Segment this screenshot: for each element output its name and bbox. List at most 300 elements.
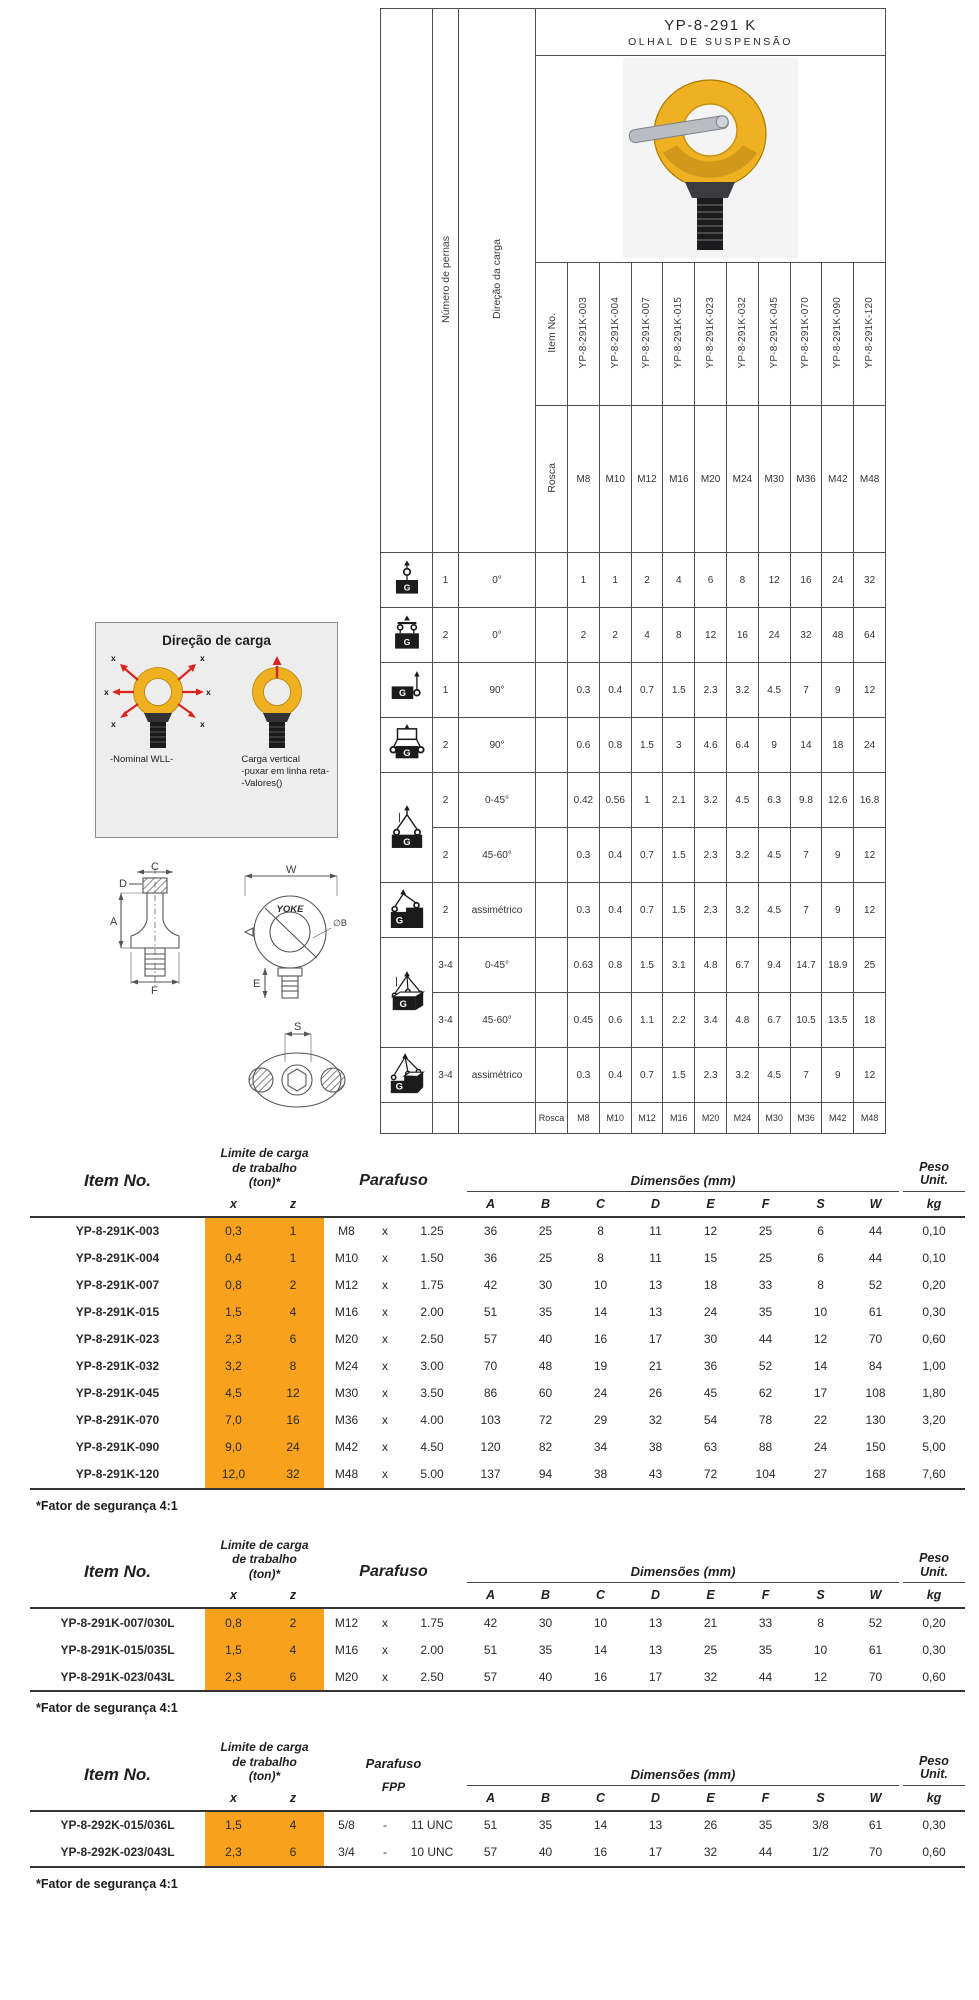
dim-a: 86	[483, 1386, 498, 1400]
dim-f: 78	[758, 1413, 773, 1427]
dim-c: 10	[593, 1615, 608, 1630]
wll-z: 4	[262, 1299, 324, 1326]
wll-value: 18.9	[822, 938, 854, 993]
col-header-x: x	[205, 1192, 262, 1217]
item-number-cell	[758, 263, 790, 406]
sling-icon-3-4-leg-angle	[381, 938, 433, 1048]
wll-value: 7	[790, 663, 822, 718]
legs-count: 3-4	[433, 1048, 459, 1103]
item-number-cell	[568, 263, 600, 406]
wll-x: 2,3	[205, 1663, 262, 1691]
load-row-1-leg-90deg	[381, 663, 886, 718]
wll-value: 1.5	[631, 938, 663, 993]
unit-weight: 0,30	[922, 1305, 946, 1319]
wll-value: 12	[854, 663, 886, 718]
dim-s: 10	[813, 1305, 828, 1319]
wll-value: 13.5	[822, 993, 854, 1048]
bolt-pitch: 2.00	[420, 1642, 444, 1657]
sling-icon-2-leg-vertical	[381, 608, 433, 663]
dim-a: 51	[483, 1642, 498, 1657]
dim-e: 18	[703, 1278, 718, 1292]
dim-c: 16	[593, 1332, 608, 1346]
dim-c: 14	[593, 1818, 608, 1832]
bolt-separator: x	[369, 1461, 401, 1489]
col-header-kg: kg	[903, 1786, 965, 1811]
col-header-bolt: Parafuso	[324, 1146, 463, 1217]
bolt-separator: x	[382, 1386, 388, 1400]
legs-count: 1	[433, 663, 459, 718]
sling-3-4-leg-angle-icon	[387, 970, 427, 1016]
bolt-pitch: 11 UNC	[411, 1818, 453, 1832]
item-number-cell	[790, 263, 822, 406]
wll-value: 0.7	[631, 1048, 663, 1103]
bolt-pitch: 2.50	[420, 1332, 444, 1346]
wll-value: 2.3	[695, 828, 727, 883]
legend-title: Direção de carga	[162, 633, 271, 648]
wll-z: 6	[262, 1663, 324, 1691]
legs-count: 2	[433, 608, 459, 663]
dim-f: 35	[758, 1642, 773, 1657]
wll-value: 2.3	[695, 1048, 727, 1103]
load-direction: 90°	[459, 718, 536, 773]
vertical-load-caption: Carga vertical -puxar em linha reta- -Valores()	[241, 754, 329, 789]
dim-b: 30	[538, 1278, 553, 1292]
wll-value: 18	[822, 718, 854, 773]
icon-column-header	[381, 9, 433, 553]
dim-b: 30	[538, 1615, 553, 1630]
dim-e: 45	[703, 1386, 718, 1400]
dim-a: 137	[463, 1461, 518, 1489]
dim-b: 40	[538, 1332, 553, 1346]
dim-w: 108	[865, 1386, 886, 1400]
wll-value: 9	[822, 883, 854, 938]
dim-f-label: F	[151, 985, 158, 997]
wll-value: 3.2	[726, 663, 758, 718]
item-number-cell	[695, 263, 727, 406]
wll-value: 64	[854, 608, 886, 663]
dim-d: 17	[648, 1332, 663, 1346]
load-row-3-4-leg-0-45deg	[381, 938, 886, 993]
sling-1-leg-side-icon	[389, 670, 425, 710]
bolt-separator: x	[382, 1224, 388, 1238]
dim-f: 25	[758, 1224, 773, 1238]
col-header-bolt: Parafuso	[324, 1538, 463, 1609]
wll-value: 7	[790, 883, 822, 938]
dim-d: 11	[649, 1251, 662, 1265]
dim-c: 14	[593, 1642, 608, 1657]
wll-value: 7	[790, 828, 822, 883]
spec-row	[30, 1245, 965, 1272]
dim-w: 70	[848, 1663, 903, 1691]
dim-d: 13	[648, 1305, 663, 1319]
col-header-dim-e: E	[683, 1192, 738, 1217]
bolt-separator: x	[382, 1359, 388, 1373]
wll-z: 24	[262, 1434, 324, 1461]
wll-value: 9.4	[758, 938, 790, 993]
item-number-cell	[663, 263, 695, 406]
col-header-item-no: Item No.	[30, 1538, 205, 1609]
thread-size-cell: M10	[599, 1103, 631, 1134]
svg-text:x: x	[104, 687, 109, 697]
item-no-label: Item No.	[545, 312, 558, 353]
wll-value: 8	[726, 553, 758, 608]
bolt-thread: 3/4	[324, 1839, 369, 1867]
empty-cell	[459, 1103, 536, 1134]
eyebolt-product-photo	[623, 58, 798, 258]
dim-s: 22	[813, 1413, 828, 1427]
col-header-dim-d: D	[628, 1583, 683, 1608]
wll-value: 1	[568, 553, 600, 608]
dim-f: 35	[758, 1818, 773, 1832]
unit-weight: 0,60	[903, 1839, 965, 1867]
col-header-item-no: Item No.	[30, 1740, 205, 1811]
dim-f: 44	[738, 1663, 793, 1691]
dim-e: 54	[703, 1413, 718, 1427]
item-number: YP-8-291K-023	[705, 296, 717, 369]
svg-text:G: G	[402, 836, 411, 848]
wll-z: 4	[262, 1636, 324, 1663]
dim-s: 10	[813, 1642, 828, 1657]
wll-value: 48	[822, 608, 854, 663]
spacer-cell	[536, 553, 568, 608]
col-header-kg: kg	[903, 1583, 965, 1608]
spec-row	[30, 1407, 965, 1434]
dim-s: 6	[817, 1251, 824, 1265]
spacer-cell	[536, 938, 568, 993]
dim-a: 120	[480, 1440, 501, 1454]
bolt-pitch: 2.00	[420, 1305, 444, 1319]
col-header-dim-d: D	[628, 1192, 683, 1217]
wll-x: 1,5	[205, 1811, 262, 1839]
spec-row	[30, 1434, 965, 1461]
col-header-dim-w: W	[848, 1583, 903, 1608]
dim-c: 8	[597, 1224, 604, 1238]
unit-weight: 3,20	[922, 1413, 946, 1427]
item-number: YP-8-291K-003	[75, 1224, 160, 1238]
legs-count: 2	[433, 773, 459, 828]
bolt-pitch: 1.75	[420, 1615, 444, 1630]
dim-b: 25	[538, 1224, 553, 1238]
item-number: YP-8-291K-023	[75, 1332, 160, 1346]
wll-x: 0,3	[205, 1217, 262, 1245]
sling-2-leg-angle-icon	[388, 804, 426, 852]
item-number: YP-8-291K-015/035L	[60, 1642, 175, 1657]
wll-x: 0,4	[205, 1245, 262, 1272]
wll-value: 1.5	[663, 828, 695, 883]
dim-w: 52	[868, 1615, 883, 1630]
dim-b: 40	[518, 1839, 573, 1867]
wll-value: 9	[758, 718, 790, 773]
dim-e: 25	[703, 1642, 718, 1657]
dim-w: 150	[865, 1440, 886, 1454]
col-header-bolt: Parafuso FPP	[324, 1740, 463, 1811]
dimension-drawing	[85, 862, 367, 1134]
dim-e-label: E	[253, 978, 261, 990]
wll-value: 32	[854, 553, 886, 608]
wll-value: 0.3	[568, 663, 600, 718]
item-number: YP-8-291K-032	[75, 1359, 160, 1373]
spacer-cell	[536, 1048, 568, 1103]
dim-c: 34	[593, 1440, 608, 1454]
sling-icon-2-leg-side	[381, 718, 433, 773]
wll-value: 0.3	[568, 828, 600, 883]
dim-s: 17	[813, 1386, 828, 1400]
wll-value: 24	[758, 608, 790, 663]
wll-value: 4.8	[726, 993, 758, 1048]
load-row-3-4-leg-asym	[381, 1048, 886, 1103]
bolt-thread: M30	[334, 1386, 359, 1400]
dim-s: 27	[793, 1461, 848, 1489]
spec-tables-section	[30, 1146, 965, 1916]
dim-d: 13	[648, 1642, 663, 1657]
dim-f: 44	[758, 1332, 773, 1346]
legs-count: 1	[433, 553, 459, 608]
load-row-1-leg-0deg	[381, 553, 886, 608]
wll-z: 32	[262, 1461, 324, 1489]
item-number: YP-8-291K-070	[75, 1413, 160, 1427]
thread-size-cell: M48	[854, 1103, 886, 1134]
wll-value: 6.4	[726, 718, 758, 773]
col-header-dim-b: B	[518, 1786, 573, 1811]
sling-icon-1-leg-side	[381, 663, 433, 718]
product-code: YP-8-291 K	[664, 16, 757, 34]
dim-b: 35	[538, 1818, 553, 1832]
wll-x: 2,3	[205, 1326, 262, 1353]
wll-x: 4,5	[205, 1380, 262, 1407]
dim-a: 103	[480, 1413, 501, 1427]
item-number: YP-8-292K-015/036L	[60, 1818, 175, 1832]
wll-value: 16	[726, 608, 758, 663]
dim-b: 82	[538, 1440, 553, 1454]
wll-value: 3.2	[695, 773, 727, 828]
dim-c: 8	[597, 1251, 604, 1265]
wll-value: 4.5	[758, 1048, 790, 1103]
svg-text:G: G	[398, 687, 406, 698]
dim-f: 33	[758, 1615, 773, 1630]
wll-z: 2	[262, 1272, 324, 1299]
spec-row	[30, 1839, 965, 1867]
dim-a: 57	[463, 1839, 518, 1867]
col-header-dim-s: S	[793, 1192, 848, 1217]
dim-a: 36	[483, 1251, 498, 1265]
wll-value: 0.4	[599, 663, 631, 718]
item-number: YP-8-291K-120	[864, 296, 876, 369]
dim-e: 63	[703, 1440, 718, 1454]
dim-f: 33	[758, 1278, 773, 1292]
dim-e: 32	[683, 1663, 738, 1691]
dim-d: 13	[648, 1818, 663, 1832]
dim-w: 61	[868, 1305, 883, 1319]
thread-size-cell: M48	[854, 406, 886, 553]
wll-value: 2	[631, 553, 663, 608]
bolt-separator: x	[382, 1305, 388, 1319]
top-table-title-row	[381, 9, 886, 56]
dim-b: 40	[518, 1663, 573, 1691]
wll-value: 14.7	[790, 938, 822, 993]
dim-a: 57	[483, 1332, 498, 1346]
wll-z: 1	[262, 1245, 324, 1272]
bolt-thread: M10	[334, 1251, 359, 1265]
col-header-dim-c: C	[573, 1786, 628, 1811]
thread-size-cell: M10	[599, 406, 631, 553]
wll-value: 1.5	[631, 718, 663, 773]
item-number: YP-8-291K-045	[768, 296, 780, 369]
dim-f: 52	[758, 1359, 773, 1373]
dim-b: 60	[538, 1386, 553, 1400]
dim-d: 38	[648, 1440, 663, 1454]
col-header-unit-weight: Peso Unit.	[903, 1146, 965, 1192]
wll-value: 6.7	[726, 938, 758, 993]
bolt-thread: M48	[324, 1461, 369, 1489]
dim-w-label: W	[286, 864, 297, 876]
thread-label: Rosca	[545, 462, 558, 493]
thread-size-cell: M16	[663, 1103, 695, 1134]
bolt-separator: x	[382, 1251, 388, 1265]
item-number: YP-8-291K-015	[75, 1305, 160, 1319]
wll-value: 12	[854, 1048, 886, 1103]
col-header-dimensions: Dimensões (mm)	[463, 1740, 903, 1786]
empty-cell	[433, 1103, 459, 1134]
wll-value: 0.3	[568, 883, 600, 938]
load-row-2-leg-90deg	[381, 718, 886, 773]
dim-c: 14	[593, 1305, 608, 1319]
wll-value: 0.56	[599, 773, 631, 828]
spec-row	[30, 1811, 965, 1839]
dim-f: 25	[758, 1251, 773, 1265]
thread-size-cell: M20	[695, 406, 727, 553]
unit-weight: 1,00	[922, 1359, 946, 1373]
technical-drawings	[85, 862, 367, 1139]
dim-d: 17	[628, 1839, 683, 1867]
wll-value: 6	[695, 553, 727, 608]
item-number: YP-8-291K-004	[75, 1251, 160, 1265]
wll-value: 32	[790, 608, 822, 663]
col-header-item-no: Item No.	[30, 1146, 205, 1217]
sling-icon-1-leg-vertical	[381, 553, 433, 608]
load-row-3-4-leg-45-60deg	[381, 993, 886, 1048]
spec-row	[30, 1326, 965, 1353]
wll-x: 2,3	[205, 1839, 262, 1867]
dim-s: 12	[793, 1663, 848, 1691]
wll-z: 1	[262, 1217, 324, 1245]
dim-s: 24	[813, 1440, 828, 1454]
dim-c: 10	[593, 1278, 608, 1292]
unit-weight: 0,60	[922, 1332, 946, 1346]
dim-d: 13	[648, 1615, 663, 1630]
col-header-dim-s: S	[793, 1786, 848, 1811]
dim-c-label: C	[151, 862, 159, 873]
dim-s: 3/8	[812, 1818, 829, 1832]
load-row-2-leg-0deg	[381, 608, 886, 663]
wll-value: 0.4	[599, 883, 631, 938]
col-header-dim-e: E	[683, 1786, 738, 1811]
wll-x: 7,0	[205, 1407, 262, 1434]
spacer-cell	[536, 608, 568, 663]
item-number: YP-8-291K-120	[30, 1461, 205, 1489]
item-number: YP-8-291K-070	[800, 296, 812, 369]
load-direction: 0°	[459, 553, 536, 608]
dim-c: 19	[593, 1359, 608, 1373]
wll-value: 4	[631, 608, 663, 663]
dim-a: 36	[483, 1224, 498, 1238]
thread-label-bottom: Rosca	[536, 1103, 568, 1134]
spacer-cell	[536, 663, 568, 718]
bolt-separator: x	[369, 1663, 401, 1691]
col-header-dim-w: W	[848, 1192, 903, 1217]
spec-row	[30, 1353, 965, 1380]
bolt-thread: M16	[334, 1642, 359, 1657]
bolt-thread: M36	[334, 1413, 359, 1427]
dim-e: 36	[703, 1359, 718, 1373]
dim-a: 51	[483, 1818, 498, 1832]
col-header-kg: kg	[903, 1192, 965, 1217]
thread-size-cell: M42	[822, 1103, 854, 1134]
dim-f: 88	[758, 1440, 773, 1454]
wll-value: 1.5	[663, 663, 695, 718]
wll-value: 2	[568, 608, 600, 663]
bolt-separator: x	[382, 1440, 388, 1454]
col-header-load-limit: Limite de carga de trabalho (ton)*	[220, 1740, 309, 1783]
wll-value: 0.4	[599, 1048, 631, 1103]
legs-column-header	[433, 9, 459, 553]
col-header-dim-s: S	[793, 1583, 848, 1608]
wll-value: 0.7	[631, 828, 663, 883]
legs-count: 3-4	[433, 938, 459, 993]
svg-text:x: x	[111, 653, 116, 663]
svg-text:x: x	[111, 719, 116, 729]
dim-c: 29	[593, 1413, 608, 1427]
wll-value: 0.4	[599, 828, 631, 883]
wll-value: 14	[790, 718, 822, 773]
wll-x: 9,0	[205, 1434, 262, 1461]
wll-value: 0.6	[568, 718, 600, 773]
thread-size-cell: M30	[758, 406, 790, 553]
wll-z: 6	[262, 1839, 324, 1867]
dim-w: 130	[865, 1413, 886, 1427]
wll-value: 0.7	[631, 663, 663, 718]
spacer-cell	[536, 718, 568, 773]
dim-w: 168	[848, 1461, 903, 1489]
safety-factor-note: *Fator de segurança 4:1	[36, 1498, 178, 1513]
bolt-pitch: 1.25	[420, 1224, 444, 1238]
sling-icon-2-leg-asym	[381, 883, 433, 938]
wll-value: 0.6	[599, 993, 631, 1048]
load-direction: 45-60°	[459, 993, 536, 1048]
dim-s: 8	[817, 1278, 824, 1292]
dim-a: 42	[483, 1278, 498, 1292]
dim-c: 24	[593, 1386, 608, 1400]
dim-a: 70	[483, 1359, 498, 1373]
thread-size-cell: M42	[822, 406, 854, 553]
col-header-dim-d: D	[628, 1786, 683, 1811]
thread-size-cell: M16	[663, 406, 695, 553]
wll-value: 24	[822, 553, 854, 608]
wll-value: 0.7	[631, 883, 663, 938]
legs-count: 2	[433, 883, 459, 938]
wll-value: 12.6	[822, 773, 854, 828]
unit-weight: 0,60	[903, 1663, 965, 1691]
wll-value: 2.2	[663, 993, 695, 1048]
bolt-pitch: 3.00	[420, 1359, 444, 1373]
load-row-2-leg-45-60deg	[381, 828, 886, 883]
product-photo-cell	[536, 56, 886, 263]
item-number: YP-8-292K-023/043L	[30, 1839, 205, 1867]
dim-s: 14	[813, 1359, 828, 1373]
dim-b: 72	[538, 1413, 553, 1427]
sling-1-leg-vertical-icon	[390, 559, 424, 601]
wll-value: 8	[663, 608, 695, 663]
dim-w: 44	[868, 1224, 883, 1238]
